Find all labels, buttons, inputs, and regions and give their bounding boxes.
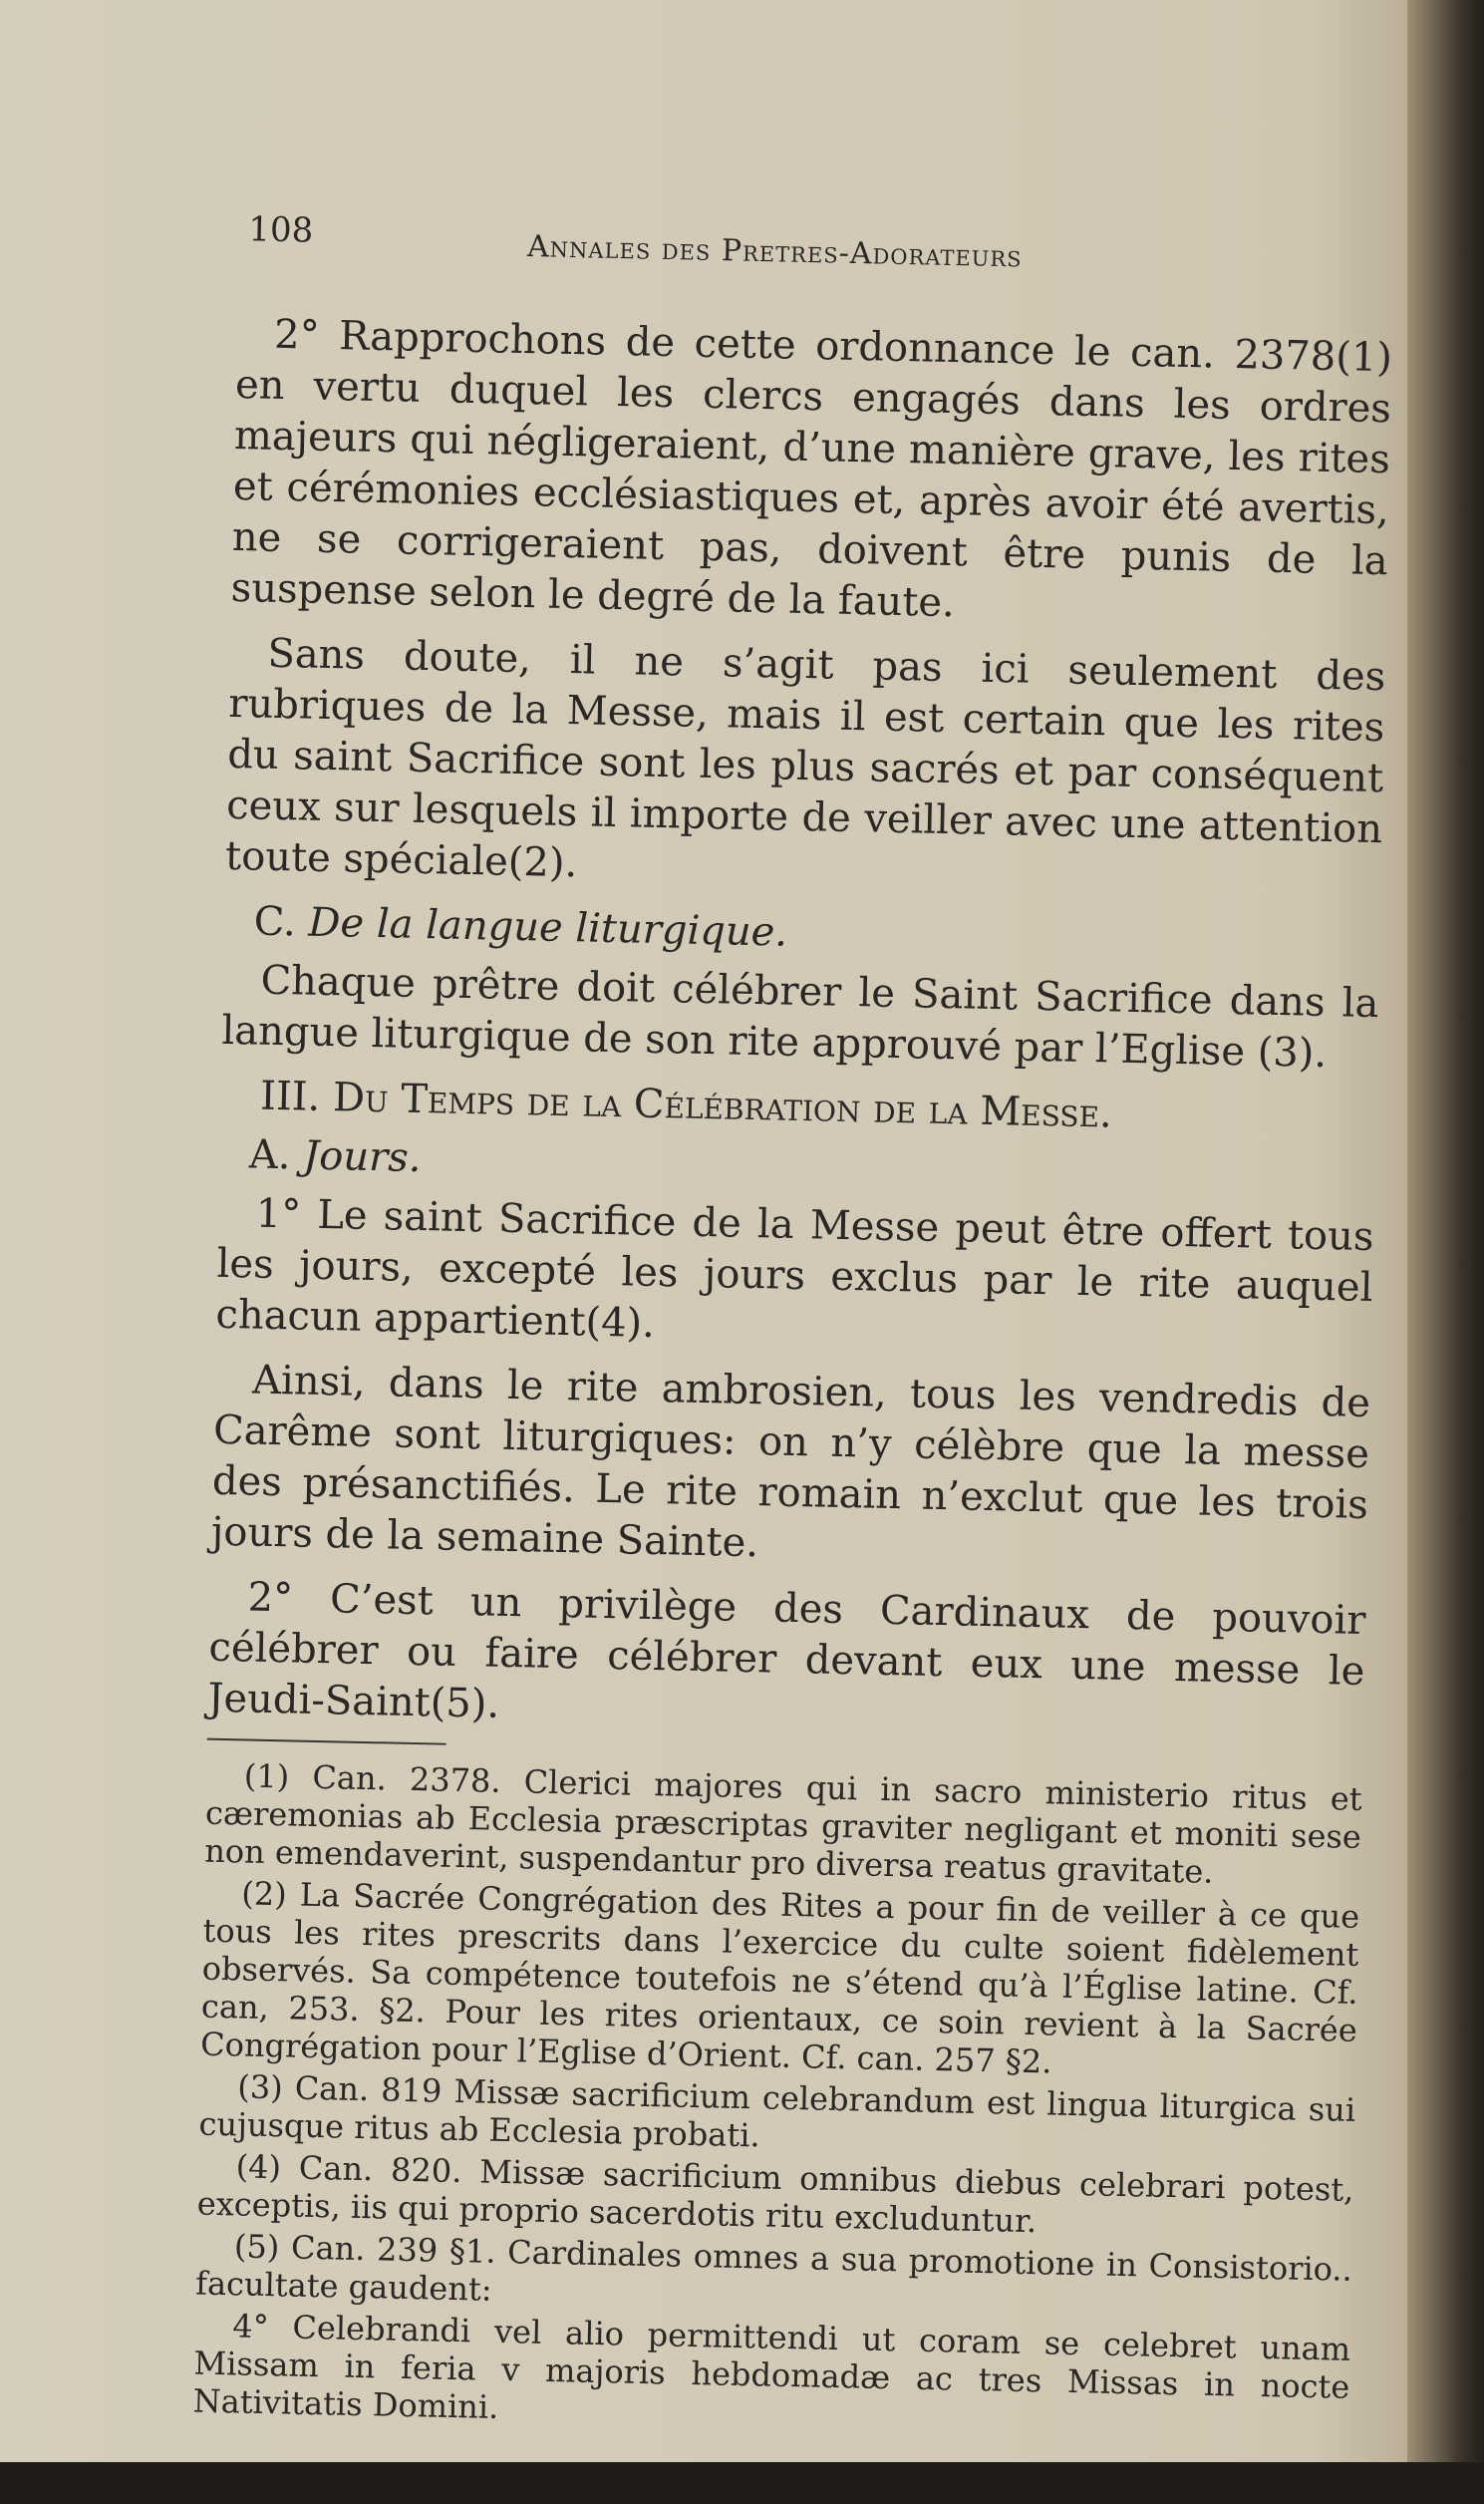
footnote: (5) Can. 239 §1. Cardinales omnes a sua promotione in Consistorio.. facultate gaudent:: [194, 2227, 1353, 2309]
footnote: (3) Can. 819 Missæ sacrificium celebrandum est lingua liturgica sui cujusque ritus ab Ecclesia probati.: [198, 2067, 1356, 2155]
page-number: 108: [247, 209, 314, 251]
subheading-letter: C.: [253, 898, 297, 946]
paragraph: Sans doute, il ne s’agit pas ici seulement des rubriques de la Messe, mais il est certain que les rites du saint Sacrifice sont les plus sacrés et par conséquent ceux sur lesquels il importe de veiller avec une attention toute spéciale(2).: [224, 630, 1386, 887]
footnote-divider: [207, 1738, 446, 1745]
subheading-letter: A.: [248, 1131, 292, 1179]
footnote: (4) Can. 820. Missæ sacrificium omnibus diebus celebrari potest, exceptis, iis qui proprio sacerdotis ritu excluduntur.: [196, 2147, 1354, 2241]
paragraph: Ainsi, dans le rite ambrosien, tous les vendredis de Carême sont liturgiques: on n’y célèbre que la messe des présanctifiés. Le rite romain n’exclut que les trois jours de la semaine Sainte.: [210, 1357, 1371, 1567]
page-content: [192, 199, 1394, 2448]
footnote: (1) Can. 2378. Clerici majores qui in sacro ministerio ritus et cæremonias ab Ecclesia præscriptas graviter negligant et moniti sese non emendaverint, suspendantur pro diversa reatus gravitate.: [203, 1756, 1363, 1891]
paragraph: 2° Rapprochons de cette ordonnance le can. 2378(1) en vertu duquel les clercs engagés dans les ordres majeurs qui négligeraient, d’une manière grave, les rites et cérémonies ecclésiastiques et, après avoir été avertis, ne se corrigeraient pas, doivent être punis de la suspense selon le degré de la faute.: [230, 311, 1393, 627]
paragraph: 1° Le saint Sacrifice de la Messe peut être offert tous les jours, excepté les jours exclus par le rite auquel chacun appartient(4).: [215, 1190, 1374, 1347]
running-title: Annales des Pretres-Adorateurs: [526, 229, 1023, 275]
book-spine-shadow: [1407, 0, 1484, 2504]
footnote: 4° Celebrandi vel alio permittendi ut coram se celebret unam Missam in feria v majoris hebdomadæ ac tres Missas in nocte Nativitatis Domini.: [192, 2307, 1351, 2426]
paragraph: 2° C’est un privilège des Cardinaux de pouvoir célébrer ou faire célébrer devant eux une messe le Jeudi-Saint(5).: [207, 1574, 1366, 1727]
bottom-shadow: [0, 2462, 1484, 2504]
subheading-label: Jours.: [302, 1132, 422, 1182]
subheading-label: De la langue liturgique.: [307, 899, 788, 956]
footnote: (2) La Sacrée Congrégation des Rites a pour fin de veiller à ce que tous les rites prescrits dans l’exercice du culte soient fidèlement observés. Sa compétence toutefois ne s’étend qu’à l’Église latine. Cf. can, 253. §2. Pour les rites orientaux, ce soin revient à la Sacrée Congrégation pour l’Eglise d’Orient. Cf. can. 257 §2.: [199, 1874, 1360, 2081]
paragraph: Chaque prêtre doit célébrer le Saint Sacrifice dans la langue liturgique de son rite approuvé par l’Eglise (3).: [221, 957, 1379, 1078]
section-heading: III. Du Temps de la Célébration de la Messe.: [259, 1073, 1113, 1137]
